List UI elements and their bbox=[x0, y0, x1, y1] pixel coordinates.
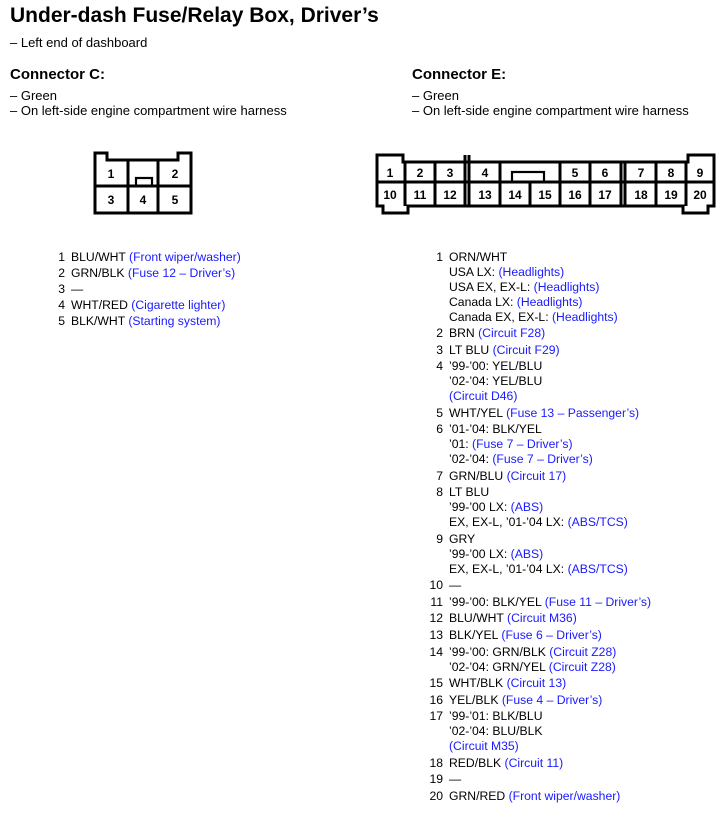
pin-entry bbox=[424, 359, 651, 404]
pin-entry bbox=[46, 298, 241, 313]
pin-wire-text: EX, EX-L, ’01-’04 LX: bbox=[449, 515, 568, 530]
connector-e-pin-label: 10 bbox=[383, 188, 397, 202]
connector-e-pin-label: 11 bbox=[413, 188, 427, 202]
pin-line bbox=[449, 374, 542, 389]
connector-e-housing bbox=[377, 155, 714, 213]
pin-wire-text: Canada LX: bbox=[449, 294, 517, 309]
pin-wire-text: USA EX, EX-L: bbox=[449, 279, 534, 294]
pin-description bbox=[449, 595, 651, 610]
connector-e-pin-label: 12 bbox=[443, 188, 457, 202]
connector-e-pin-label: 13 bbox=[478, 188, 492, 202]
pin-wire-text: — bbox=[449, 578, 462, 593]
connector-e-bottom-labels bbox=[383, 188, 707, 202]
pin-wire-text: BRN bbox=[449, 326, 479, 341]
connector-e-pin-label: 17 bbox=[598, 188, 612, 202]
pin-description bbox=[449, 789, 620, 804]
pin-circuit-ref: (Fuse 12 – Driver’s) bbox=[127, 266, 236, 281]
connector-e-pin-label: 6 bbox=[601, 166, 609, 180]
pin-number: 3 bbox=[436, 342, 443, 357]
pin-line bbox=[449, 595, 651, 610]
pin-line bbox=[449, 295, 618, 310]
connector-e-pin-label: 5 bbox=[571, 166, 579, 180]
connector-e-pin-label: 7 bbox=[637, 166, 645, 180]
pin-wire-text: ’99-’00: BLK/YEL bbox=[449, 594, 545, 609]
pin-circuit-ref: (Starting system) bbox=[128, 314, 221, 329]
pin-circuit-ref: (Fuse 11 – Driver’s) bbox=[544, 594, 652, 609]
pin-line bbox=[449, 756, 563, 771]
connector-e-diagram bbox=[372, 150, 722, 216]
pin-description bbox=[449, 676, 566, 691]
pin-number: 14 bbox=[429, 644, 443, 659]
pin-entry bbox=[424, 693, 651, 708]
connector-e-pin-label: 19 bbox=[664, 188, 678, 202]
page-title: Under-dash Fuse/Relay Box, Driver’s bbox=[10, 4, 379, 27]
pin-description bbox=[449, 772, 461, 787]
pin-number: 3 bbox=[58, 282, 65, 297]
pin-circuit-ref: (Circuit F28) bbox=[478, 326, 546, 341]
pin-entry bbox=[424, 250, 651, 325]
pin-wire-text: ’99-’00: YEL/BLU bbox=[449, 359, 543, 374]
pin-wire-text: BLK/WHT bbox=[71, 314, 129, 329]
pin-circuit-ref: (Headlights) bbox=[516, 294, 583, 309]
pin-entry bbox=[424, 709, 651, 754]
pin-wire-text: WHT/RED bbox=[71, 298, 132, 313]
pin-line bbox=[449, 515, 628, 530]
pin-line bbox=[449, 628, 602, 643]
pin-line bbox=[449, 611, 577, 626]
connector-c-note: – On left-side engine compartment wire harness bbox=[10, 103, 287, 118]
pin-circuit-ref: (Circuit M35) bbox=[449, 739, 519, 754]
pin-circuit-ref: (Fuse 7 – Driver’s) bbox=[472, 437, 573, 452]
pin-line bbox=[449, 693, 602, 708]
connector-c-notes bbox=[10, 88, 287, 118]
connector-e-heading: Connector E: bbox=[412, 66, 507, 83]
pin-circuit-ref: (Circuit D46) bbox=[449, 389, 518, 404]
pin-entry bbox=[424, 611, 651, 626]
pin-circuit-ref: (Fuse 4 – Driver’s) bbox=[501, 692, 603, 707]
connector-e-pin-label: 8 bbox=[667, 166, 675, 180]
pin-wire-text: Canada EX, EX-L: bbox=[449, 309, 552, 324]
pin-wire-text: — bbox=[449, 772, 462, 787]
pin-wire-text: ORN/WHT bbox=[449, 250, 508, 264]
pin-line bbox=[449, 789, 620, 804]
pin-number: 1 bbox=[436, 250, 443, 264]
connector-c-pin-list bbox=[46, 250, 241, 330]
pin-description bbox=[449, 485, 628, 530]
pin-description bbox=[449, 578, 461, 593]
pin-number: 5 bbox=[58, 314, 65, 329]
pin-line bbox=[449, 406, 639, 421]
pin-entry bbox=[424, 578, 651, 593]
pin-wire-text: ’02-’04: BLU/BLK bbox=[449, 724, 543, 739]
pin-circuit-ref: (ABS/TCS) bbox=[567, 561, 628, 576]
pin-wire-text: ’01-’04: BLK/YEL bbox=[449, 422, 542, 437]
pin-wire-text: BLK/YEL bbox=[449, 628, 502, 642]
pin-description bbox=[71, 298, 225, 313]
pin-wire-text: EX, EX-L, ’01-’04 LX: bbox=[449, 561, 568, 576]
pin-entry bbox=[424, 756, 651, 771]
connector-c-pin-label: 5 bbox=[171, 193, 179, 207]
pin-entry bbox=[424, 645, 651, 675]
pin-circuit-ref: (Circuit 11) bbox=[504, 755, 564, 770]
pin-line bbox=[449, 547, 628, 562]
pin-description bbox=[449, 406, 639, 421]
pin-entry bbox=[424, 532, 651, 577]
connector-c-note: – Green bbox=[10, 88, 57, 103]
pin-line bbox=[449, 437, 593, 452]
pin-line bbox=[449, 359, 542, 374]
connector-e-pin-label: 4 bbox=[481, 166, 489, 180]
pin-description bbox=[449, 359, 542, 404]
pin-line bbox=[71, 282, 83, 297]
pin-wire-text: LT BLU bbox=[449, 342, 493, 357]
pin-number: 6 bbox=[436, 422, 443, 437]
connector-c-heading: Connector C: bbox=[10, 66, 105, 83]
pin-wire-text: BLU/WHT bbox=[449, 611, 508, 626]
pin-description bbox=[71, 266, 235, 281]
pin-line bbox=[449, 739, 543, 754]
pin-description bbox=[449, 756, 563, 771]
pin-wire-text: RED/BLK bbox=[449, 755, 505, 770]
pin-line bbox=[449, 578, 461, 593]
pin-description bbox=[449, 693, 602, 708]
pin-number: 20 bbox=[429, 788, 443, 803]
pin-wire-text: ’99-’01: BLK/BLU bbox=[449, 709, 543, 724]
pin-line bbox=[449, 265, 618, 280]
pin-line bbox=[71, 250, 241, 265]
pin-circuit-ref: (ABS) bbox=[510, 546, 544, 561]
pin-circuit-ref: (Circuit Z28) bbox=[549, 644, 617, 659]
pin-wire-text: GRN/BLU bbox=[449, 468, 507, 483]
pin-wire-text: GRN/RED bbox=[449, 788, 509, 803]
pin-number: 10 bbox=[429, 578, 443, 593]
connector-e-pin-label: 20 bbox=[693, 188, 707, 202]
pin-wire-text: WHT/YEL bbox=[449, 405, 507, 420]
pin-description bbox=[449, 343, 560, 358]
pin-number: 15 bbox=[429, 676, 443, 691]
pin-wire-text: USA LX: bbox=[449, 264, 499, 279]
pin-entry bbox=[424, 485, 651, 530]
pin-wire-text: LT BLU bbox=[449, 485, 490, 500]
connector-c-pin-label: 4 bbox=[139, 193, 147, 207]
pin-entry bbox=[424, 772, 651, 787]
pin-line bbox=[449, 469, 566, 484]
pin-entry bbox=[424, 469, 651, 484]
pin-description bbox=[71, 282, 83, 297]
page-subtitle: – Left end of dashboard bbox=[10, 35, 148, 50]
pin-circuit-ref: (Headlights) bbox=[533, 279, 600, 294]
pin-line bbox=[449, 389, 542, 404]
pin-entry bbox=[424, 789, 651, 804]
pin-circuit-ref: (Fuse 6 – Driver’s) bbox=[501, 628, 602, 642]
pin-entry bbox=[424, 676, 651, 691]
connector-e-pin-label: 14 bbox=[508, 188, 522, 202]
connector-e-pin-label: 3 bbox=[446, 166, 454, 180]
connector-e-note: – Green bbox=[412, 88, 459, 103]
pin-number: 17 bbox=[429, 709, 443, 724]
pin-wire-text: BLU/WHT bbox=[71, 250, 130, 264]
pin-number: 4 bbox=[436, 359, 443, 374]
connector-e-pin-label: 15 bbox=[538, 188, 552, 202]
pin-number: 5 bbox=[436, 405, 443, 420]
pin-number: 16 bbox=[429, 692, 443, 707]
pin-entry bbox=[46, 266, 241, 281]
pin-entry bbox=[46, 250, 241, 265]
pin-circuit-ref: (ABS) bbox=[510, 500, 544, 515]
connector-e-pin-label: 2 bbox=[416, 166, 424, 180]
pin-description bbox=[449, 326, 545, 341]
pin-circuit-ref: (Front wiper/washer) bbox=[129, 250, 241, 264]
connector-c-pin-label: 2 bbox=[171, 167, 179, 181]
pin-line bbox=[449, 562, 628, 577]
pin-line bbox=[71, 314, 220, 329]
pin-wire-text: GRN/BLK bbox=[71, 266, 128, 281]
connector-e-note: – On left-side engine compartment wire harness bbox=[412, 103, 689, 118]
pin-circuit-ref: (Circuit 17) bbox=[506, 468, 567, 483]
pin-line bbox=[449, 250, 618, 265]
pin-circuit-ref: (Cigarette lighter) bbox=[131, 298, 226, 313]
pin-line bbox=[449, 485, 628, 500]
pin-entry bbox=[424, 595, 651, 610]
connector-e-pin-label: 18 bbox=[634, 188, 648, 202]
pin-line bbox=[449, 724, 543, 739]
pin-line bbox=[449, 532, 628, 547]
pin-description bbox=[449, 250, 618, 325]
pin-circuit-ref: (ABS/TCS) bbox=[567, 515, 628, 530]
pin-wire-text: ’01: bbox=[449, 437, 473, 452]
pin-entry bbox=[46, 282, 241, 297]
pin-line bbox=[449, 452, 593, 467]
pin-description bbox=[449, 628, 602, 643]
pin-line bbox=[449, 772, 461, 787]
pin-number: 8 bbox=[436, 485, 443, 500]
pin-number: 19 bbox=[429, 772, 443, 787]
pin-line bbox=[71, 266, 235, 281]
pin-description bbox=[71, 250, 241, 265]
pin-wire-text: GRY bbox=[449, 531, 476, 546]
connector-c-pin-label: 1 bbox=[107, 167, 115, 181]
pin-line bbox=[449, 709, 543, 724]
pin-entry bbox=[424, 422, 651, 467]
pin-number: 4 bbox=[58, 298, 65, 313]
connector-e-pin-label: 9 bbox=[696, 166, 704, 180]
pin-description bbox=[449, 709, 543, 754]
pin-description bbox=[71, 314, 220, 329]
pin-circuit-ref: (Headlights) bbox=[551, 309, 618, 324]
pin-circuit-ref: (Circuit F29) bbox=[492, 342, 560, 357]
pin-number: 18 bbox=[429, 755, 443, 770]
pin-wire-text: ’99-’00 LX: bbox=[449, 500, 511, 515]
pin-circuit-ref: (Fuse 13 – Passenger’s) bbox=[506, 405, 640, 420]
pin-circuit-ref: (Headlights) bbox=[498, 264, 565, 279]
pin-line bbox=[449, 422, 593, 437]
pin-line bbox=[449, 660, 616, 675]
pin-line bbox=[449, 326, 545, 341]
pin-number: 2 bbox=[58, 266, 65, 281]
connector-e-notes bbox=[412, 88, 689, 118]
pin-wire-text: — bbox=[71, 282, 84, 297]
pin-line bbox=[71, 298, 225, 313]
pin-entry bbox=[424, 343, 651, 358]
pin-description bbox=[449, 422, 593, 467]
pin-description bbox=[449, 611, 577, 626]
connector-c-pin-label: 3 bbox=[107, 193, 115, 207]
pin-entry bbox=[424, 628, 651, 643]
connector-e-pin-label: 1 bbox=[386, 166, 394, 180]
pin-description bbox=[449, 645, 616, 675]
connector-c-diagram bbox=[92, 150, 196, 218]
pin-number: 9 bbox=[436, 531, 443, 546]
pin-line bbox=[449, 645, 616, 660]
pin-circuit-ref: (Fuse 7 – Driver’s) bbox=[492, 452, 593, 467]
pin-line bbox=[449, 343, 560, 358]
pin-wire-text: ’99-’00: GRN/BLK bbox=[449, 644, 550, 659]
pin-wire-text: ’02-’04: YEL/BLU bbox=[449, 374, 543, 389]
pin-line bbox=[449, 500, 628, 515]
pin-line bbox=[449, 280, 618, 295]
pin-circuit-ref: (Front wiper/washer) bbox=[508, 788, 621, 803]
pin-line bbox=[449, 676, 566, 691]
pin-description bbox=[449, 469, 566, 484]
pin-entry bbox=[424, 406, 651, 421]
pin-number: 1 bbox=[58, 250, 65, 264]
pin-entry bbox=[424, 326, 651, 341]
pin-number: 2 bbox=[436, 326, 443, 341]
connector-e-pin-list bbox=[424, 250, 651, 805]
pin-description bbox=[449, 532, 628, 577]
pin-wire-text: WHT/BLK bbox=[449, 676, 507, 691]
pin-number: 13 bbox=[429, 628, 443, 642]
pin-wire-text: ’02-’04: bbox=[449, 452, 493, 467]
pin-line bbox=[449, 310, 618, 325]
pin-entry bbox=[46, 314, 241, 329]
pin-wire-text: ’02-’04: GRN/YEL bbox=[449, 659, 549, 674]
pin-wire-text: ’99-’00 LX: bbox=[449, 546, 511, 561]
pin-number: 11 bbox=[430, 594, 443, 609]
pin-number: 12 bbox=[429, 611, 443, 626]
connector-e-pin-label: 16 bbox=[568, 188, 582, 202]
pin-circuit-ref: (Circuit 13) bbox=[506, 676, 567, 691]
pin-wire-text: YEL/BLK bbox=[449, 692, 502, 707]
pin-circuit-ref: (Circuit Z28) bbox=[548, 659, 616, 674]
pin-number: 7 bbox=[436, 468, 443, 483]
pin-circuit-ref: (Circuit M36) bbox=[507, 611, 577, 626]
